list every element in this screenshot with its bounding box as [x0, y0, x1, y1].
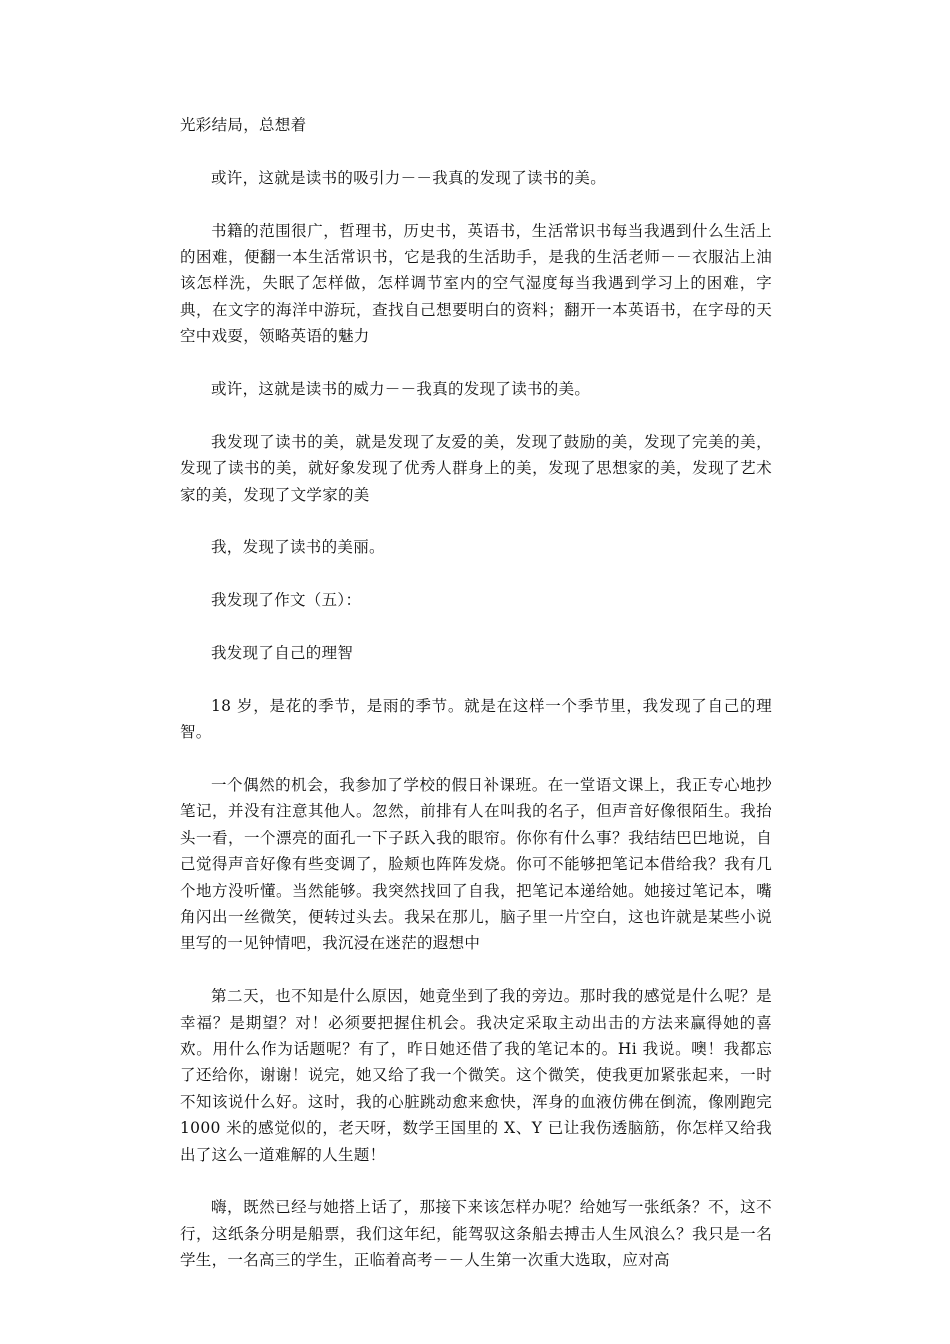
- document-body: [180, 112, 772, 1300]
- paragraph: 第二天，也不知是什么原因，她竟坐到了我的旁边。那时我的感觉是什么呢？是幸福？是期望？对！必须要把握住机会。我决定采取主动出击的方法来赢得她的喜欢。用什么作为话题呢？有了，昨日她还借了我的笔记本的。Hi 我说。噢！我都忘了还给你，谢谢！说完，她又给了我一个微笑。这个微笑，使我更加紧张起来，一时不知该说什么好。这时，我的心脏跳动愈来愈快，浑身的血液仿佛在倒流，像刚跑完 1000 米的感觉似的，老天呀，数学王国里的 X、Y 已让我伤透脑筋，你怎样又给我出了这么一道难解的人生题！: [180, 987, 772, 1164]
- paragraph: 嗨，既然已经与她搭上话了，那接下来该怎样办呢？给她写一张纸条？不，这不行，这纸条分明是船票，我们这年纪，能驾驭这条船去搏击人生风浪么？我只是一名学生，一名高三的学生，正临着高考－－人生第一次重大选取，应对高: [180, 1198, 772, 1270]
- section-heading: 我发现了作文（五）：: [211, 591, 362, 610]
- paragraph: 或许，这就是读书的吸引力－－我真的发现了读书的美。: [211, 168, 607, 187]
- essay-title: 我发现了自己的理智: [211, 644, 354, 663]
- paragraph: 一个偶然的机会，我参加了学校的假日补课班。在一堂语文课上，我正专心地抄笔记，并没有注意其他人。忽然，前排有人在叫我的名子，但声音好像很陌生。我抬头一看，一个漂亮的面孔一下子跃入我的眼帘。你你有什么事？我结结巴巴地说，自己觉得声音好像有些变调了，脸颊也阵阵发烧。你可不能够把笔记本借给我？我有几个地方没听懂。当然能够。我突然找回了自我，把笔记本递给她。她接过笔记本，嘴角闪出一丝微笑，便转过头去。我呆在那儿，脑子里一片空白，这也许就是某些小说里写的一见钟情吧，我沉浸在迷茫的遐想中: [180, 776, 772, 953]
- paragraph-continuation: 光彩结局，总想着: [180, 116, 307, 134]
- paragraph: 书籍的范围很广，哲理书，历史书，英语书，生活常识书每当我遇到什么生活上的困难，便翻一本生活常识书，它是我的生活助手，是我的生活老师－－衣服沾上油该怎样洗，失眠了怎样做，怎样调节室内的空气湿度每当我遇到学习上的困难，字典，在文字的海洋中游玩，查找自己想要明白的资料；翻开一本英语书，在字母的天空中戏耍，领略英语的魅力: [180, 221, 772, 346]
- paragraph: 18 岁，是花的季节，是雨的季节。就是在这样一个季节里，我发现了自己的理智。: [180, 696, 772, 742]
- paragraph: 我发现了读书的美，就是发现了友爱的美，发现了鼓励的美，发现了完美的美，发现了读书的美，就好象发现了优秀人群身上的美，发现了思想家的美，发现了艺术家的美，发现了文学家的美: [180, 432, 772, 504]
- paragraph: 或许，这就是读书的威力－－我真的发现了读书的美。: [211, 380, 591, 399]
- paragraph: 我，发现了读书的美丽。: [211, 538, 385, 557]
